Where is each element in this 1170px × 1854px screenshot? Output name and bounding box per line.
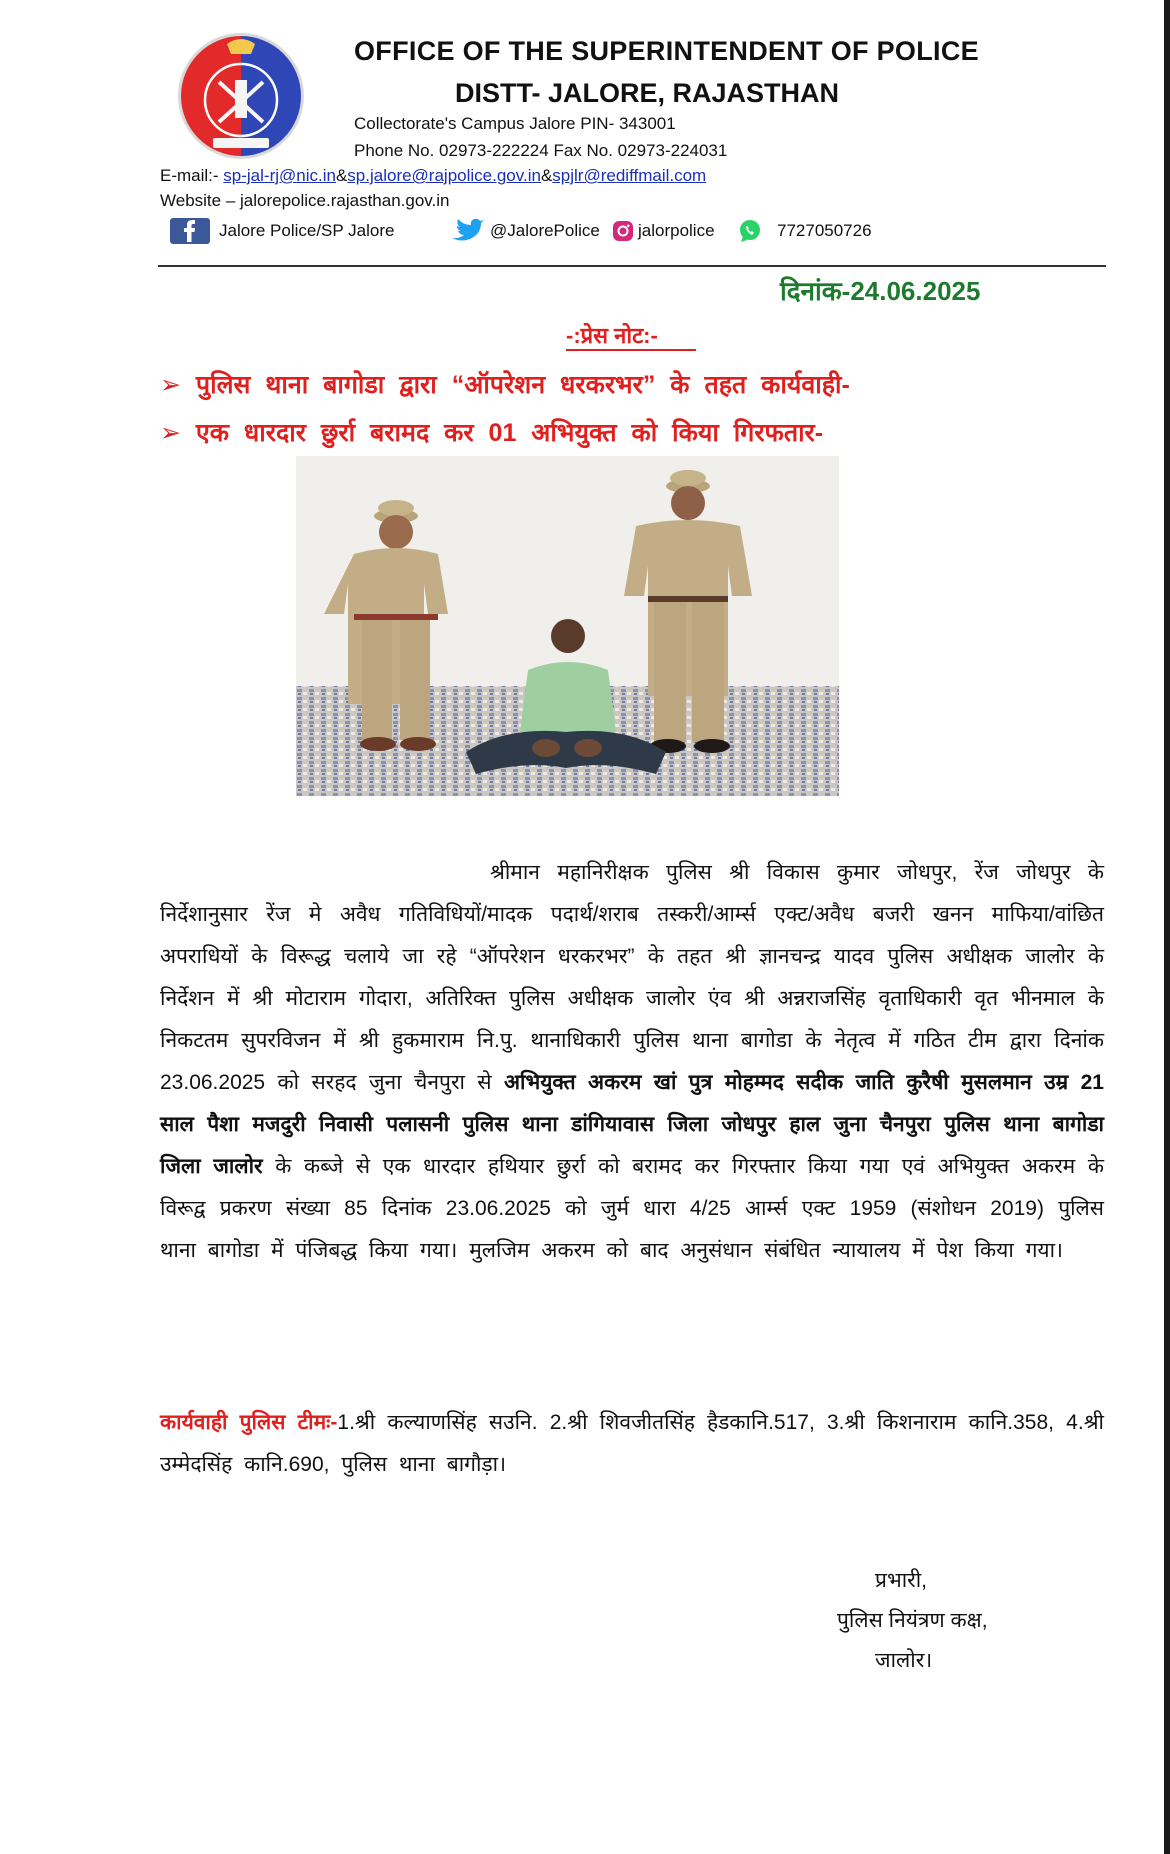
signature-office: पुलिस नियंत्रण कक्ष,: [837, 1609, 988, 1632]
header-divider: [158, 265, 1106, 267]
window-edge: [1164, 0, 1170, 1854]
body-text-part2: के कब्जे से एक धारदार हथियार छुर्रा को बरामद कर गिरफ्तार किया गया एवं अभियुक्त अकरम के विरूद्व प्रकरण संख्या 85 दिनांक 23.06.2025 को जुर्म धारा 4/25 आर्म्स एक्ट 1959 (संशोधन 2019) पुलिस थाना बागोडा में पंजिबद्ध किया गया। मुलजिम अकरम को बाद अनुसंधान संबंधित न्यायालय में पेश किया गया।: [160, 1155, 1104, 1262]
twitter-icon: [450, 219, 486, 243]
signature-place: जालोर।: [875, 1649, 933, 1672]
email-label: E-mail:-: [160, 166, 224, 185]
press-body: [160, 852, 1104, 1272]
office-phone: Phone No. 02973-222224 Fax No. 02973-224031: [354, 141, 728, 160]
email-line: [160, 166, 706, 186]
team-label: कार्यवाही पुलिस टीमः-: [160, 1411, 338, 1434]
body-paragraph: [160, 852, 1104, 1272]
email-separator: &: [335, 166, 348, 185]
office-title: OFFICE OF THE SUPERINTENDENT OF POLICE: [354, 36, 979, 66]
whatsapp-entry: [737, 216, 872, 246]
email-link-nic[interactable]: sp-jal-rj@nic.in: [223, 166, 336, 185]
press-date: दिनांक-24.06.2025: [780, 276, 981, 306]
facebook-entry: [170, 216, 394, 246]
body-text-part1: श्रीमान महानिरीक्षक पुलिस श्री विकास कुमार जोधपुर, रेंज जोधपुर के निर्देशानुसार रेंज मे अवैध गतिविधियों/मादक पदार्थ/शराब तस्करी/आर्म्स एक्ट/अवैध बजरी खनन माफिया/वांछित अपराधियों के विरूद्ध चलाये जा रहे “ऑपरेशन धरकरभर” के तहत श्री ज्ञानचन्द्र यादव पुलिस अधीक्षक जालोर के निर्देशन में श्री मोटाराम गोदारा, अतिरिक्त पुलिस अधीक्षक जालोर एंव श्री अन्नराजसिंह वृताधिकारी वृत भीनमाल के निकटतम सुपरविजन में श्री हुकमाराम नि.पु. थानाधिकारी पुलिस थाना बागोडा के नेतृत्व में गठित टीम द्वारा दिनांक 23.06.2025 को सरहद जुना चैनपुरा से: [160, 861, 1104, 1094]
email-link-rajpolice[interactable]: sp.jalore@rajpolice.gov.in: [347, 166, 541, 185]
twitter-entry: [450, 216, 600, 246]
instagram-icon: [612, 220, 634, 242]
headline-2: ➢ एक धारदार छुर्रा बरामद कर 01 अभियुक्त को किया गिरफतार-: [160, 419, 824, 447]
website-line: Website – jalorepolice.rajasthan.gov.in: [160, 191, 450, 210]
team-members: 1.श्री कल्याणसिंह सउनि. 2.श्री शिवजीतसिंह हैडकानि.517, 3.श्री किशनाराम कानि.358, 4.श्री उम्मेदसिंह कानि.690, पुलिस थाना बागौड़ा।: [160, 1411, 1104, 1476]
accused-details: अभियुक्त अकरम खां पुत्र मोहम्मद सदीक जाति कुरैषी मुसलमान उम्र 21 साल पैशा मजदुरी निवासी पलासनी पुलिस थाना डांगियावास जिला जोधपुर हाल जुना चैनपुरा पुलिस थाना बागोडा जिला जालोर: [160, 1071, 1104, 1178]
facebook-handle: Jalore Police/SP Jalore: [219, 221, 395, 240]
instagram-entry: [612, 216, 715, 246]
email-separator: &: [540, 166, 553, 185]
office-address: Collectorate's Campus Jalore PIN- 343001: [354, 114, 676, 133]
facebook-icon: [170, 218, 210, 244]
whatsapp-number: 7727050726: [777, 221, 872, 240]
headline-1: ➢ पुलिस थाना बागोडा द्वारा “ऑपरेशन धरकरभर” के तहत कार्यवाही-: [160, 371, 850, 399]
whatsapp-icon: [737, 218, 763, 244]
arrest-photo: [296, 456, 839, 796]
district-title: DISTT- JALORE, RAJASTHAN: [455, 78, 840, 108]
press-note-underline: [566, 349, 696, 351]
press-note-title: -:प्रेस नोट:-: [566, 323, 658, 348]
twitter-handle: @JalorePolice: [490, 221, 600, 240]
signature-designation: प्रभारी,: [875, 1569, 928, 1592]
email-link-rediffmail[interactable]: spjlr@rediffmail.com: [552, 166, 707, 185]
action-team: [160, 1402, 1104, 1486]
rajasthan-police-logo: [175, 30, 307, 162]
instagram-handle: jalorpolice: [638, 221, 715, 240]
